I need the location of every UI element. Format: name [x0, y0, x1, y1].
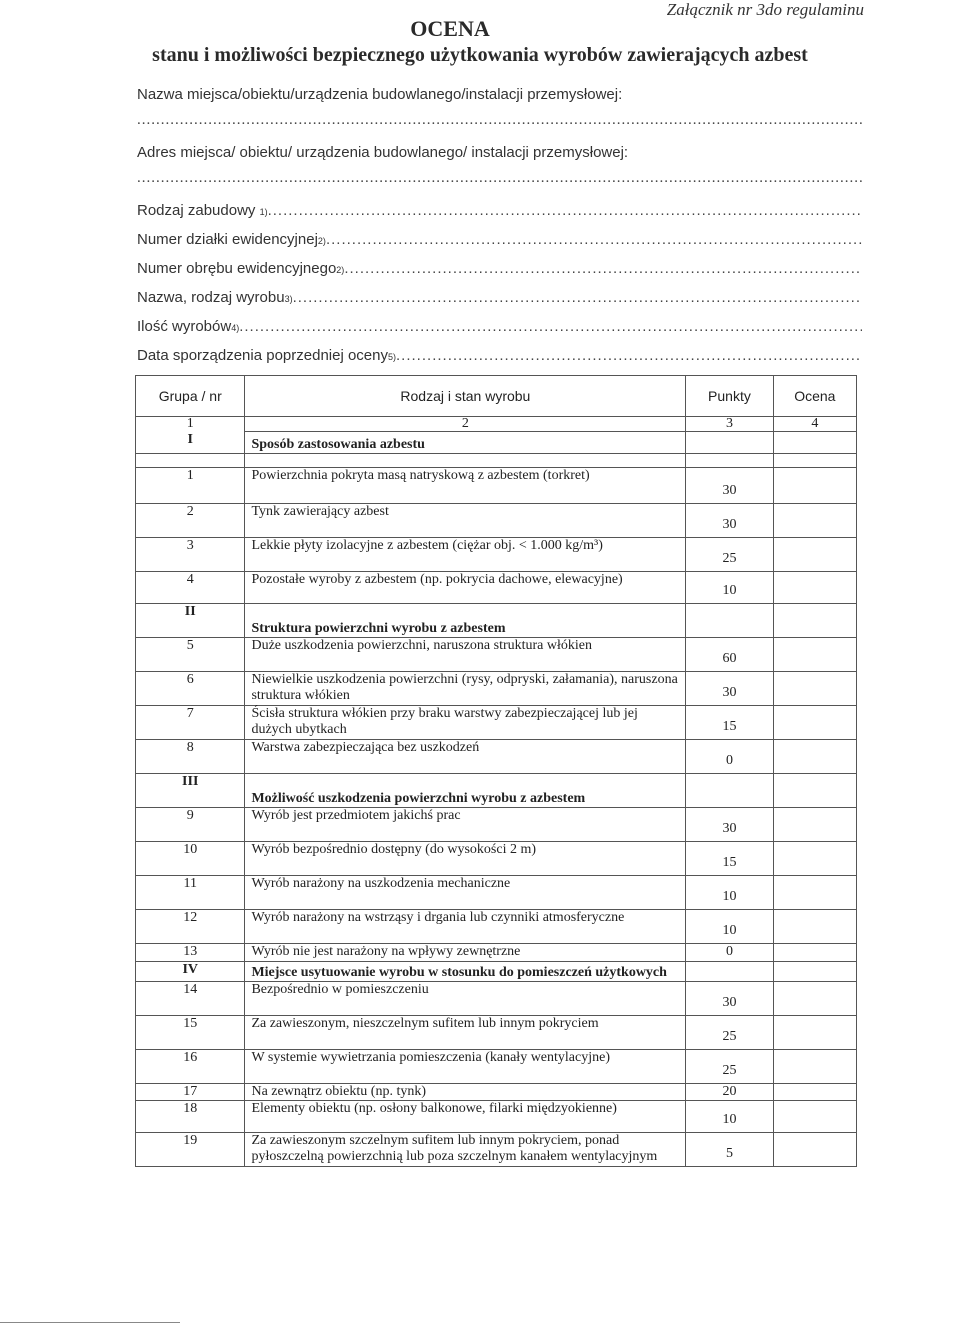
row-description: Wyrób narażony na wstrząsy i drgania lub czynniki atmosferyczne	[245, 910, 686, 944]
header-points: Punkty	[686, 376, 773, 417]
field-building-type[interactable]	[137, 196, 862, 225]
row-number: 14	[136, 982, 245, 1016]
section-id: I	[136, 432, 245, 454]
row-number: 10	[136, 842, 245, 876]
row-description: Powierzchnia pokryta masą natryskową z azbestem (torkret)	[245, 468, 686, 504]
points-cell: 10	[686, 910, 773, 944]
row-description: Elementy obiektu (np. osłony balkonowe, filarki międzyokienne)	[245, 1101, 686, 1133]
row-number: 5	[136, 638, 245, 672]
points-cell: 10	[686, 1101, 773, 1133]
assessment-table	[135, 375, 857, 1167]
points-cell: 30	[686, 468, 773, 504]
row-description: Wyrób nie jest narażony na wpływy zewnętrzne	[245, 944, 686, 962]
row-number: 1	[136, 468, 245, 504]
document-title: OCENA	[410, 16, 490, 41]
empty-cell	[245, 454, 686, 468]
row-description: Niewielkie uszkodzenia powierzchni (rysy, odpryski, załamania), naruszona struktura włókien	[245, 672, 686, 706]
rating-cell[interactable]	[773, 504, 856, 538]
empty-cell	[136, 454, 245, 468]
points-cell: 60	[686, 638, 773, 672]
column-number: 2	[245, 417, 686, 432]
fill-dots	[326, 225, 862, 254]
rating-cell[interactable]	[773, 604, 856, 638]
row-description: Ścisła struktura włókien przy braku warstwy zabezpieczającej lub jej dużych ubytkach	[245, 706, 686, 740]
points-cell: 10	[686, 876, 773, 910]
row-description: Bezpośrednio w pomieszczeniu	[245, 982, 686, 1016]
header-rating: Ocena	[773, 376, 856, 417]
row-description: Pozostałe wyroby z azbestem (np. pokrycia dachowe, elewacyjne)	[245, 572, 686, 604]
table-row	[136, 672, 857, 706]
rating-cell[interactable]	[773, 538, 856, 572]
field-previous-date[interactable]	[137, 341, 862, 370]
points-cell: 25	[686, 1016, 773, 1050]
rating-cell[interactable]	[773, 982, 856, 1016]
field-precinct-number[interactable]	[137, 254, 862, 283]
section-row	[136, 962, 857, 982]
points-cell: 5	[686, 1133, 773, 1167]
table-row	[136, 982, 857, 1016]
row-number: 7	[136, 706, 245, 740]
fill-dots	[239, 312, 862, 341]
empty-cell	[686, 454, 773, 468]
annex-label: Załącznik nr 3do regulaminu	[666, 0, 864, 19]
document-title-block	[0, 16, 960, 67]
row-number: 11	[136, 876, 245, 910]
points-cell	[686, 962, 773, 982]
points-cell: 0	[686, 740, 773, 774]
row-description: Warstwa zabezpieczająca bez uszkodzeń	[245, 740, 686, 774]
table-row	[136, 1016, 857, 1050]
row-number: 6	[136, 672, 245, 706]
points-cell: 30	[686, 982, 773, 1016]
row-description: Duże uszkodzenia powierzchni, naruszona struktura włókien	[245, 638, 686, 672]
row-number: 4	[136, 572, 245, 604]
table-row	[136, 638, 857, 672]
points-cell: 20	[686, 1084, 773, 1101]
section-row	[136, 604, 857, 638]
field-quantity-label: Ilość wyrobów	[137, 318, 232, 335]
row-description: Lekkie płyty izolacyjne z azbestem (ciężar obj. < 1.000 kg/m³)	[245, 538, 686, 572]
table-row	[136, 842, 857, 876]
points-cell	[686, 774, 773, 808]
field-name-value-line[interactable]	[137, 109, 862, 138]
footnote-ref: 4)	[231, 323, 240, 333]
rating-cell[interactable]	[773, 876, 856, 910]
rating-cell[interactable]	[773, 432, 856, 454]
form-fields	[137, 80, 862, 370]
points-cell: 25	[686, 1050, 773, 1084]
field-quantity[interactable]	[137, 312, 862, 341]
header-description: Rodzaj i stan wyrobu	[245, 376, 686, 417]
table-row	[136, 910, 857, 944]
footnote-ref: 2)	[336, 265, 345, 275]
section-row	[136, 432, 857, 454]
row-number: 8	[136, 740, 245, 774]
rating-cell[interactable]	[773, 808, 856, 842]
points-cell: 30	[686, 504, 773, 538]
points-cell: 10	[686, 572, 773, 604]
rating-cell[interactable]	[773, 774, 856, 808]
rating-cell[interactable]	[773, 468, 856, 504]
points-cell	[686, 604, 773, 638]
field-name	[137, 80, 862, 109]
row-number: 9	[136, 808, 245, 842]
points-cell: 15	[686, 706, 773, 740]
header-group: Grupa / nr	[136, 376, 245, 417]
field-name-label: Nazwa miejsca/obiektu/urządzenia budowlanego/instalacji przemysłowej:	[137, 86, 623, 103]
section-title: Struktura powierzchni wyrobu z azbestem	[245, 604, 686, 638]
field-plot-number[interactable]	[137, 225, 862, 254]
fill-dots	[268, 196, 862, 225]
table-row	[136, 1084, 857, 1101]
footnote-ref: 1)	[259, 207, 268, 217]
row-description: W systemie wywietrzania pomieszczenia (kanały wentylacyjne)	[245, 1050, 686, 1084]
table-row	[136, 706, 857, 740]
section-title: Sposób zastosowania azbestu	[245, 432, 686, 454]
field-product-name[interactable]	[137, 283, 862, 312]
section-id: IV	[136, 962, 245, 982]
field-address-label: Adres miejsca/ obiektu/ urządzenia budowlanego/ instalacji przemysłowej:	[137, 144, 629, 161]
points-cell: 0	[686, 944, 773, 962]
field-address-value-line[interactable]	[137, 167, 862, 196]
row-number: 19	[136, 1133, 245, 1167]
rating-cell[interactable]	[773, 1084, 856, 1101]
field-plot-number-label: Numer działki ewidencyjnej	[137, 231, 318, 248]
empty-cell	[773, 454, 856, 468]
row-description: Wyrób bezpośrednio dostępny (do wysokości 2 m)	[245, 842, 686, 876]
footnote-separator	[0, 1322, 180, 1323]
rating-cell[interactable]	[773, 944, 856, 962]
field-building-type-label: Rodzaj zabudowy	[137, 202, 256, 219]
rating-cell[interactable]	[773, 1050, 856, 1084]
fill-dots	[293, 283, 862, 312]
rating-cell[interactable]	[773, 1133, 856, 1167]
rating-cell[interactable]	[773, 842, 856, 876]
row-number: 17	[136, 1084, 245, 1101]
field-product-name-label: Nazwa, rodzaj wyrobu	[137, 289, 285, 306]
field-address	[137, 138, 862, 167]
row-number: 18	[136, 1101, 245, 1133]
row-description: Wyrób narażony na uszkodzenia mechaniczne	[245, 876, 686, 910]
points-cell: 30	[686, 808, 773, 842]
row-description: Wyrób jest przedmiotem jakichś prac	[245, 808, 686, 842]
points-cell: 15	[686, 842, 773, 876]
rating-cell[interactable]	[773, 910, 856, 944]
footnote-ref: 5)	[388, 352, 397, 362]
rating-cell[interactable]	[773, 672, 856, 706]
assessment-table-body	[136, 376, 857, 1167]
rating-cell[interactable]	[773, 706, 856, 740]
table-header-row	[136, 376, 857, 417]
section-row	[136, 774, 857, 808]
rating-cell[interactable]	[773, 572, 856, 604]
table-row	[136, 1101, 857, 1133]
column-numbers-row	[136, 417, 857, 432]
row-description: Na zewnątrz obiektu (np. tynk)	[245, 1084, 686, 1101]
table-row	[136, 808, 857, 842]
section-gap-row	[136, 454, 857, 468]
footnote-ref: 2)	[317, 236, 326, 246]
table-row	[136, 1133, 857, 1167]
row-number: 16	[136, 1050, 245, 1084]
rating-cell[interactable]	[773, 740, 856, 774]
field-precinct-number-label: Numer obrębu ewidencyjnego	[137, 260, 337, 277]
column-number: 4	[773, 417, 856, 432]
row-number: 2	[136, 504, 245, 538]
section-title: Miejsce usytuowanie wyrobu w stosunku do pomieszczeń użytkowych	[245, 962, 686, 982]
row-description: Za zawieszonym, nieszczelnym sufitem lub innym pokryciem	[245, 1016, 686, 1050]
table-row	[136, 468, 857, 504]
rating-cell[interactable]	[773, 962, 856, 982]
table-row	[136, 1050, 857, 1084]
column-number: 1	[136, 417, 245, 432]
footnote-ref: 3)	[284, 294, 293, 304]
points-cell: 30	[686, 672, 773, 706]
rating-cell[interactable]	[773, 1101, 856, 1133]
rating-cell[interactable]	[773, 1016, 856, 1050]
section-id: II	[136, 604, 245, 638]
table-row	[136, 504, 857, 538]
table-row	[136, 572, 857, 604]
fill-dots	[344, 254, 862, 283]
column-number: 3	[686, 417, 773, 432]
row-number: 3	[136, 538, 245, 572]
table-row	[136, 944, 857, 962]
row-description: Tynk zawierający azbest	[245, 504, 686, 538]
fill-dots	[396, 341, 862, 370]
row-number: 12	[136, 910, 245, 944]
table-row	[136, 876, 857, 910]
table-row	[136, 740, 857, 774]
rating-cell[interactable]	[773, 638, 856, 672]
section-title: Możliwość uszkodzenia powierzchni wyrobu z azbestem	[245, 774, 686, 808]
row-description: Za zawieszonym szczelnym sufitem lub innym pokryciem, ponad pyłoszczelną powierzchnią lub poza szczelnym kanałem wentylacyjnym	[245, 1133, 686, 1167]
row-number: 13	[136, 944, 245, 962]
points-cell	[686, 432, 773, 454]
table-row	[136, 538, 857, 572]
points-cell: 25	[686, 538, 773, 572]
field-previous-date-label: Data sporządzenia poprzedniej oceny	[137, 347, 388, 364]
section-id: III	[136, 774, 245, 808]
row-number: 15	[136, 1016, 245, 1050]
document-subtitle: stanu i możliwości bezpiecznego użytkowania wyrobów zawierających azbest	[152, 44, 808, 66]
